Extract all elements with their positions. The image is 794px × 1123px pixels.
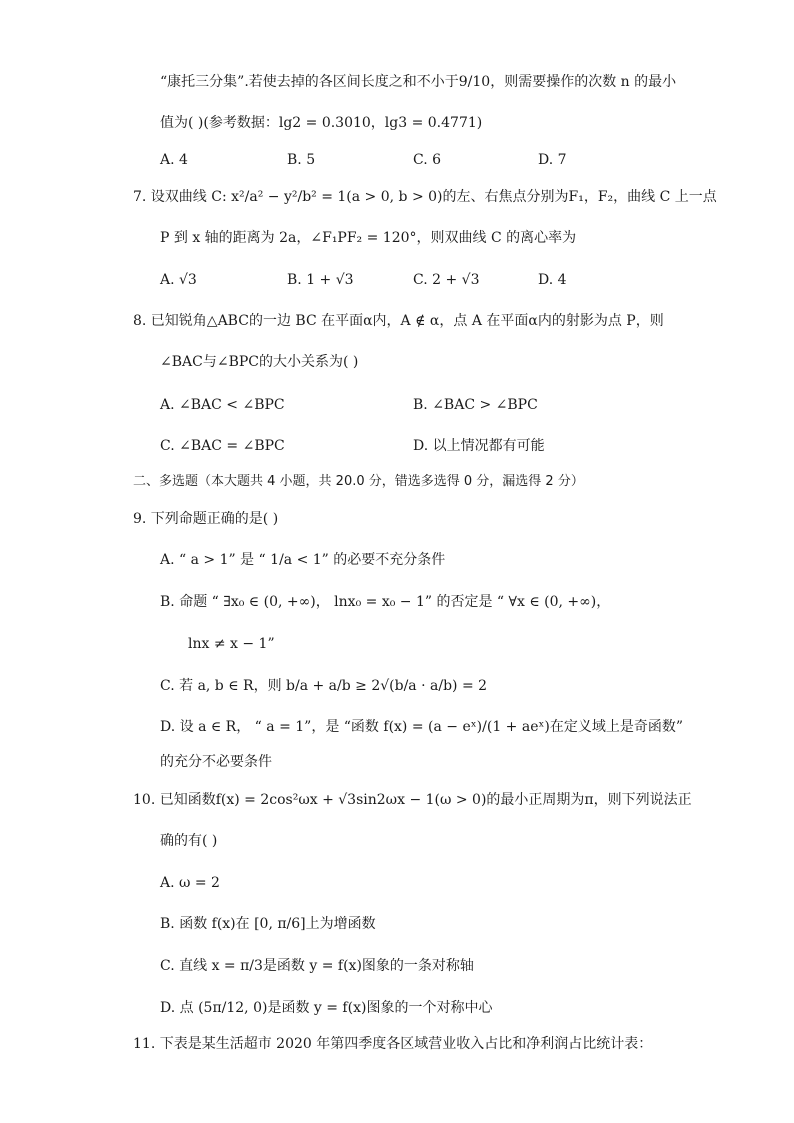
q7-option-a: A. √3 [160, 272, 197, 288]
q6-text-line2: 值为( )(参考数据：lg2 = 0.3010，lg3 = 0.4771) [160, 115, 483, 131]
q7-text-line2: P 到 x 轴的距离为 2a，∠F₁PF₂ = 120°，则双曲线 C 的离心率为 [160, 230, 577, 246]
q8-option-b: B. ∠BAC > ∠BPC [413, 397, 538, 413]
q6-option-d: D. 7 [538, 152, 567, 168]
q7-option-b: B. 1 + √3 [287, 272, 354, 288]
q9-option-b-line1: B. 命题 “ ∃x₀ ∈ (0, +∞)， lnx₀ = x₀ − 1” 的否定是 “ ∀x ∈ (0, +∞)， [160, 594, 611, 610]
q6-option-b: B. 5 [287, 152, 316, 168]
q10-option-d: D. 点 (5π/12, 0)是函数 y = f(x)图象的一个对称中心 [160, 1000, 493, 1016]
q10-text-line1: 10. 已知函数f(x) = 2cos²ωx + √3sin2ωx − 1(ω > 0)的最小正周期为π，则下列说法正 [133, 792, 692, 808]
q9-option-d-line2: 的充分不必要条件 [160, 754, 272, 770]
q9-text: 9. 下列命题正确的是( ) [133, 511, 279, 527]
section-heading-multiple-choice: 二、多选题（本大题共 4 小题，共 20.0 分，错选多选得 0 分，漏选得 2 分） [133, 474, 584, 489]
q7-option-d: D. 4 [538, 272, 567, 288]
q10-option-b: B. 函数 f(x)在 [0, π/6]上为增函数 [160, 916, 376, 932]
q9-option-b-line2: lnx ≠ x − 1” [188, 636, 275, 652]
q6-text-line1: “康托三分集”.若使去掉的各区间长度之和不小于9/10，则需要操作的次数 n 的最小 [160, 74, 677, 90]
q8-option-d: D. 以上情况都有可能 [413, 438, 545, 454]
q6-option-a: A. 4 [160, 152, 188, 168]
q7-text-line1: 7. 设双曲线 C: x²/a² − y²/b² = 1(a > 0, b > 0)的左、右焦点分别为F₁，F₂，曲线 C 上一点 [133, 189, 717, 205]
q6-option-c: C. 6 [413, 152, 442, 168]
q9-option-d-line1: D. 设 a ∈ R， “ a = 1”，是 “函数 f(x) = (a − eˣ)/(1 + aeˣ)在定义域上是奇函数” [160, 719, 684, 735]
q10-option-c: C. 直线 x = π/3是函数 y = f(x)图象的一条对称轴 [160, 958, 474, 974]
q8-text-line1: 8. 已知锐角△ABC的一边 BC 在平面α内，A ∉ α，点 A 在平面α内的射影为点 P，则 [133, 313, 664, 329]
q7-option-c: C. 2 + √3 [413, 272, 480, 288]
q10-text-line2: 确的有( ) [160, 833, 218, 849]
q9-option-c: C. 若 a, b ∈ R，则 b/a + a/b ≥ 2√(b/a · a/b) = 2 [160, 678, 488, 694]
q8-option-a: A. ∠BAC < ∠BPC [160, 397, 285, 413]
q8-text-line2: ∠BAC与∠BPC的大小关系为( ) [160, 354, 359, 370]
q10-option-a: A. ω = 2 [160, 875, 220, 891]
q8-option-c: C. ∠BAC = ∠BPC [160, 438, 285, 454]
q9-option-a: A. “ a > 1” 是 “ 1/a < 1” 的必要不充分条件 [160, 552, 446, 568]
q11-text: 11. 下表是某生活超市 2020 年第四季度各区域营业收入占比和净利润占比统计表： [133, 1036, 653, 1052]
